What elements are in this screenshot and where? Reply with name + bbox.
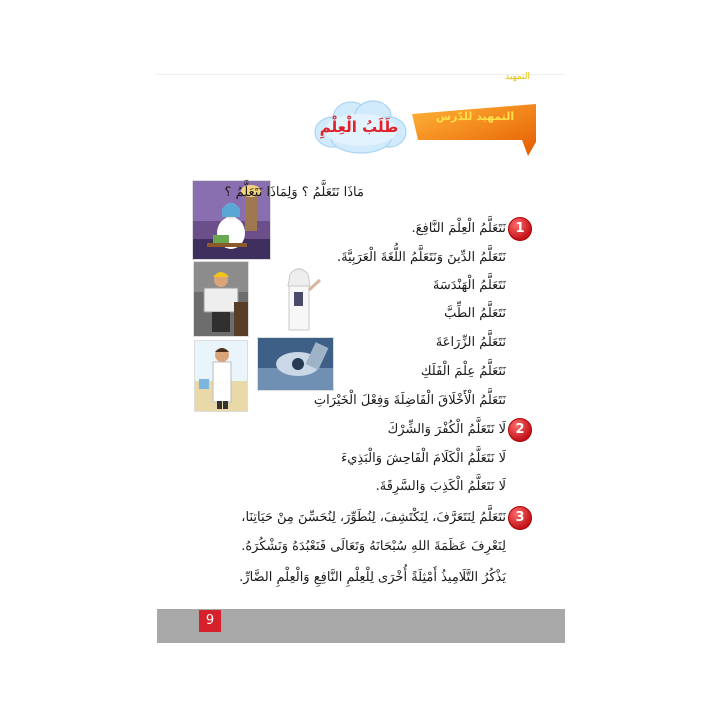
section-1-line: نَتَعَلَّمُ عِلْمَ الْفَلَكِ (420, 364, 506, 379)
page-number: 9 (199, 610, 221, 632)
section-3-badge: 3 (508, 506, 532, 530)
doctor-illustration (194, 340, 248, 412)
teacher-illustration (272, 262, 326, 336)
intro-question: مَاذَا نَتَعَلَّمُ ؟ وَلِمَاذَا نَتَعَلَّمُ ؟ (224, 185, 364, 200)
section-1-line: نَتَعَلَّمُ الْهَنْدَسَةَ (432, 278, 506, 293)
section-2-line: لَا نَتَعَلَّمُ الْكَذِبَ وَالسَّرِقَةَ. (375, 479, 506, 494)
banner-text: التمهيد للدّرس (435, 110, 515, 123)
header-divider (157, 74, 565, 75)
header-label: التمهيد (505, 72, 530, 82)
section-1-line: نَتَعَلَّمُ الْأَخْلَاقَ الْفَاضِلَةَ وَفِعْلَ الْخَيْرَاتِ (313, 393, 506, 408)
section-1-line: نَتَعَلَّمُ الزِّرَاعَةَ (435, 335, 506, 350)
section-3-line: نَتَعَلَّمُ لِنَتَعَرَّفَ، لِنَكْتَشِفَ، لِنُطَوِّرَ، لِنُحَسِّنَ مِنْ حَيَاتِنَا، (241, 510, 506, 525)
section-1-line: نَتَعَلَّمُ الدِّينَ وَنَتَعَلَّمُ اللُّغَةَ الْعَرَبِيَّةَ. (336, 250, 506, 265)
section-2-line: لَا نَتَعَلَّمُ الْكَلَامَ الْفَاحِشَ وَالْبَذِيءَ (341, 451, 506, 466)
lesson-title: طَلَبُ الْعِلْمِ (319, 118, 399, 136)
section-1-line: نَتَعَلَّمُ الطِّبَّ (444, 306, 506, 321)
section-1-badge: 1 (508, 217, 532, 241)
engineer-illustration (193, 261, 249, 337)
machinery-illustration (257, 337, 334, 391)
section-1-line: نَتَعَلَّمُ الْعِلْمَ النَّافِعَ. (411, 221, 506, 236)
section-3-line: لِنَعْرِفَ عَظَمَةَ اللهِ سُبْحَانَهُ وَتَعَالَى فَنَعْبُدَهُ وَنَشْكُرَهُ. (241, 539, 506, 554)
lesson-intro-banner (412, 96, 536, 158)
activity-instruction: يَذْكُرُ التَّلَامِيذُ أَمْثِلَةً أُخْرَى لِلْعِلْمِ النَّافِعِ وَالْعِلْمِ الضَّارِّ. (239, 570, 506, 585)
section-2-badge: 2 (508, 418, 532, 442)
section-2-line: لَا نَتَعَلَّمُ الْكُفْرَ وَالشِّرْكَ (387, 422, 506, 437)
